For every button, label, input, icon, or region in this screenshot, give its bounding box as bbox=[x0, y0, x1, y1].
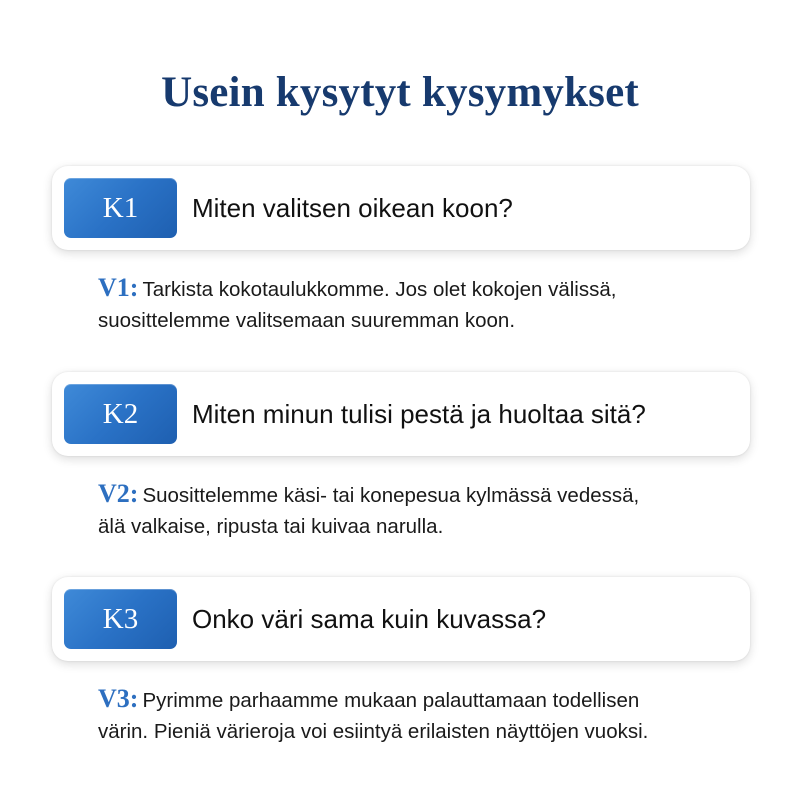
answer-text-line1: Suosittelemme käsi- tai konepesua kylmässä vedessä, bbox=[142, 484, 640, 507]
answer-text-line2: älä valkaise, ripusta tai kuivaa narulla. bbox=[98, 515, 444, 538]
faq-item-2 bbox=[52, 372, 752, 542]
answer-block bbox=[52, 478, 752, 542]
question-card[interactable] bbox=[52, 166, 750, 250]
answer-block bbox=[52, 272, 752, 336]
answer-text-line2: värin. Pieniä värieroja voi esiintyä erilaisten näyttöjen vuoksi. bbox=[98, 720, 649, 743]
question-badge: K2 bbox=[64, 384, 177, 444]
question-badge: K1 bbox=[64, 178, 177, 238]
question-card[interactable] bbox=[52, 577, 750, 661]
question-text: Miten valitsen oikean koon? bbox=[192, 192, 513, 223]
faq-item-1 bbox=[52, 166, 752, 336]
answer-block bbox=[52, 683, 752, 747]
question-badge: K3 bbox=[64, 589, 177, 649]
question-text: Miten minun tulisi pestä ja huoltaa sitä? bbox=[192, 398, 646, 429]
faq-item-3 bbox=[52, 577, 752, 747]
answer-label: V1: bbox=[98, 273, 139, 302]
answer-text-line2: suosittelemme valitsemaan suuremman koon. bbox=[98, 309, 516, 332]
question-card[interactable] bbox=[52, 372, 750, 456]
answer-text-line1: Tarkista kokotaulukkomme. Jos olet kokojen välissä, bbox=[142, 278, 617, 301]
page-title: Usein kysytyt kysymykset bbox=[161, 69, 639, 116]
answer-label: V3: bbox=[98, 684, 139, 713]
question-text: Onko väri sama kuin kuvassa? bbox=[192, 603, 547, 634]
answer-label: V2: bbox=[98, 479, 139, 508]
answer-text-line1: Pyrimme parhaamme mukaan palauttamaan todellisen bbox=[142, 689, 640, 712]
